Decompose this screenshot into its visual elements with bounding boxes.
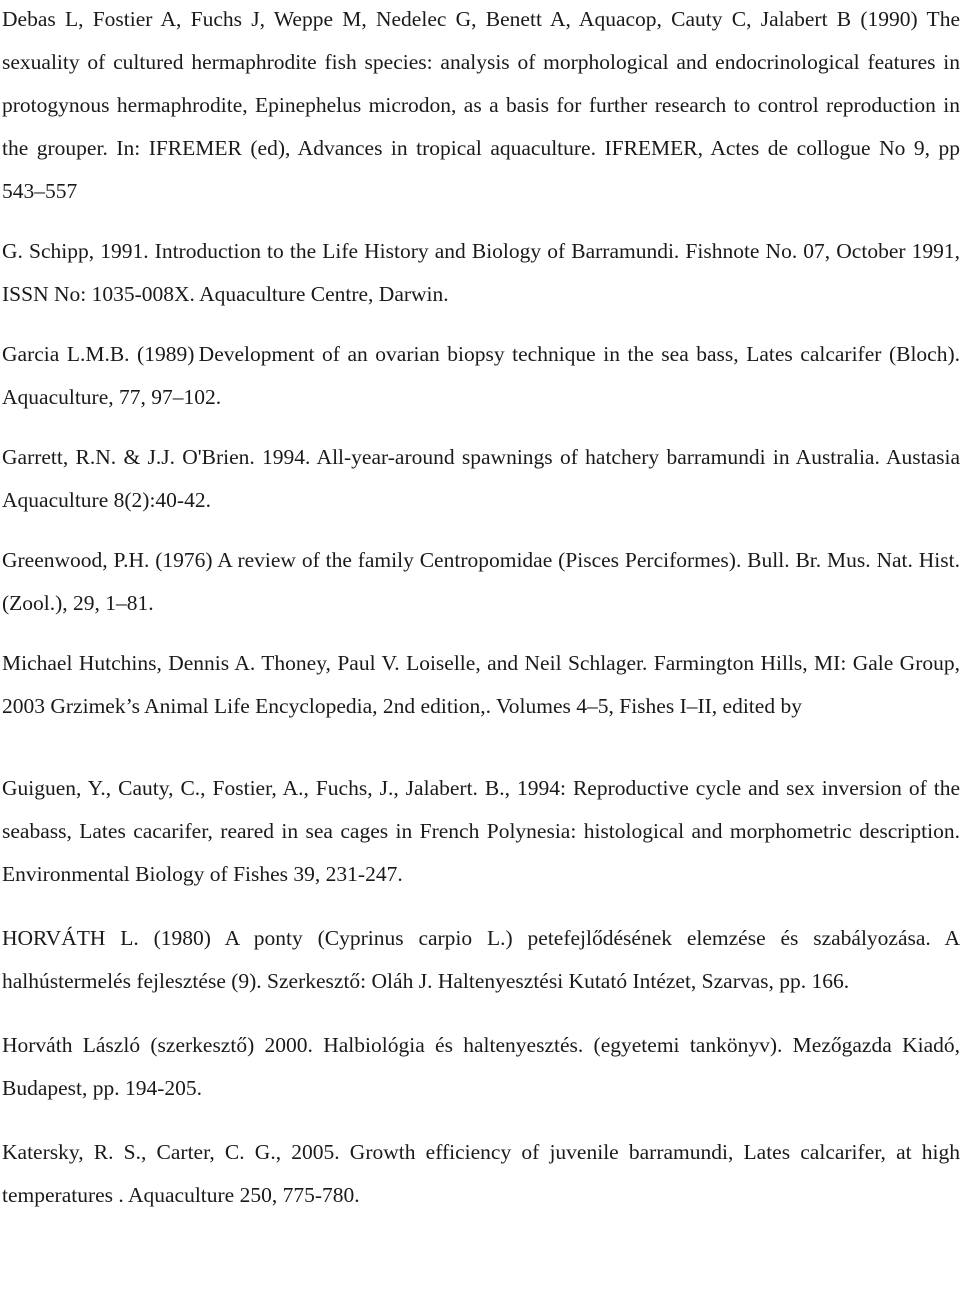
reference-horvath-2000: Horváth László (szerkesztő) 2000. Halbiológia és haltenyesztés. (egyetemi tankönyv). Mezőgazda Kiadó, Budapest, pp. 194-205. [2, 1033, 960, 1100]
reference-schipp-1991: G. Schipp, 1991. Introduction to the Life History and Biology of Barramundi. Fishnote No. 07, October 1991, ISSN No: 1035-008X. Aquaculture Centre, Darwin. [2, 239, 960, 306]
reference-hutchins-2003: Michael Hutchins, Dennis A. Thoney, Paul V. Loiselle, and Neil Schlager. Farmington Hills, MI: Gale Group, 2003 Grzimek’s Animal Life Encyclopedia, 2nd edition,. Volumes 4–5, Fishes I–II, edited by [2, 651, 960, 718]
reference-guiguen-1994: Guiguen, Y., Cauty, C., Fostier, A., Fuchs, J., Jalabert. B., 1994: Reproductive cycle and sex inversion of the seabass, Lates cacarifer, reared in sea cages in French Polynesia: histological and morphometric description. Environmental Biology of Fishes 39, 231-247. [2, 776, 960, 886]
reference-horvath-1980: HORVÁTH L. (1980) A ponty (Cyprinus carpio L.) petefejlődésének elemzése és szabályozása. A halhústermelés fejlesztése (9). Szerkesztő: Oláh J. Haltenyesztési Kutató Intézet, Szarvas, pp. 166. [2, 926, 960, 993]
reference-debas-1990: Debas L, Fostier A, Fuchs J, Weppe M, Nedelec G, Benett A, Aquacop, Cauty C, Jalabert B (1990) The sexuality of cultured hermaphrodite fish species: analysis of morphological and endocrinological features in protogynous hermaphrodite, Epinephelus microdon, as a basis for further research to control reproduction in the grouper. In: IFREMER (ed), Advances in tropical aquaculture. IFREMER, Actes de collogue No 9, pp 543–557 [2, 7, 960, 203]
reference-garcia-1989: Garcia L.M.B. (1989) Development of an ovarian biopsy technique in the sea bass, Lates calcarifer (Bloch). Aquaculture, 77, 97–102. [2, 342, 960, 409]
reference-garrett-1994: Garrett, R.N. & J.J. O'Brien. 1994. All-year-around spawnings of hatchery barramundi in Australia. Austasia Aquaculture 8(2):40-42. [2, 445, 960, 512]
reference-katersky-2005: Katersky, R. S., Carter, C. G., 2005. Growth efficiency of juvenile barramundi, Lates calcarifer, at high temperatures . Aquaculture 250, 775-780. [2, 1140, 960, 1207]
reference-greenwood-1976: Greenwood, P.H. (1976) A review of the family Centropomidae (Pisces Perciformes). Bull. Br. Mus. Nat. Hist. (Zool.), 29, 1–81. [2, 548, 960, 615]
